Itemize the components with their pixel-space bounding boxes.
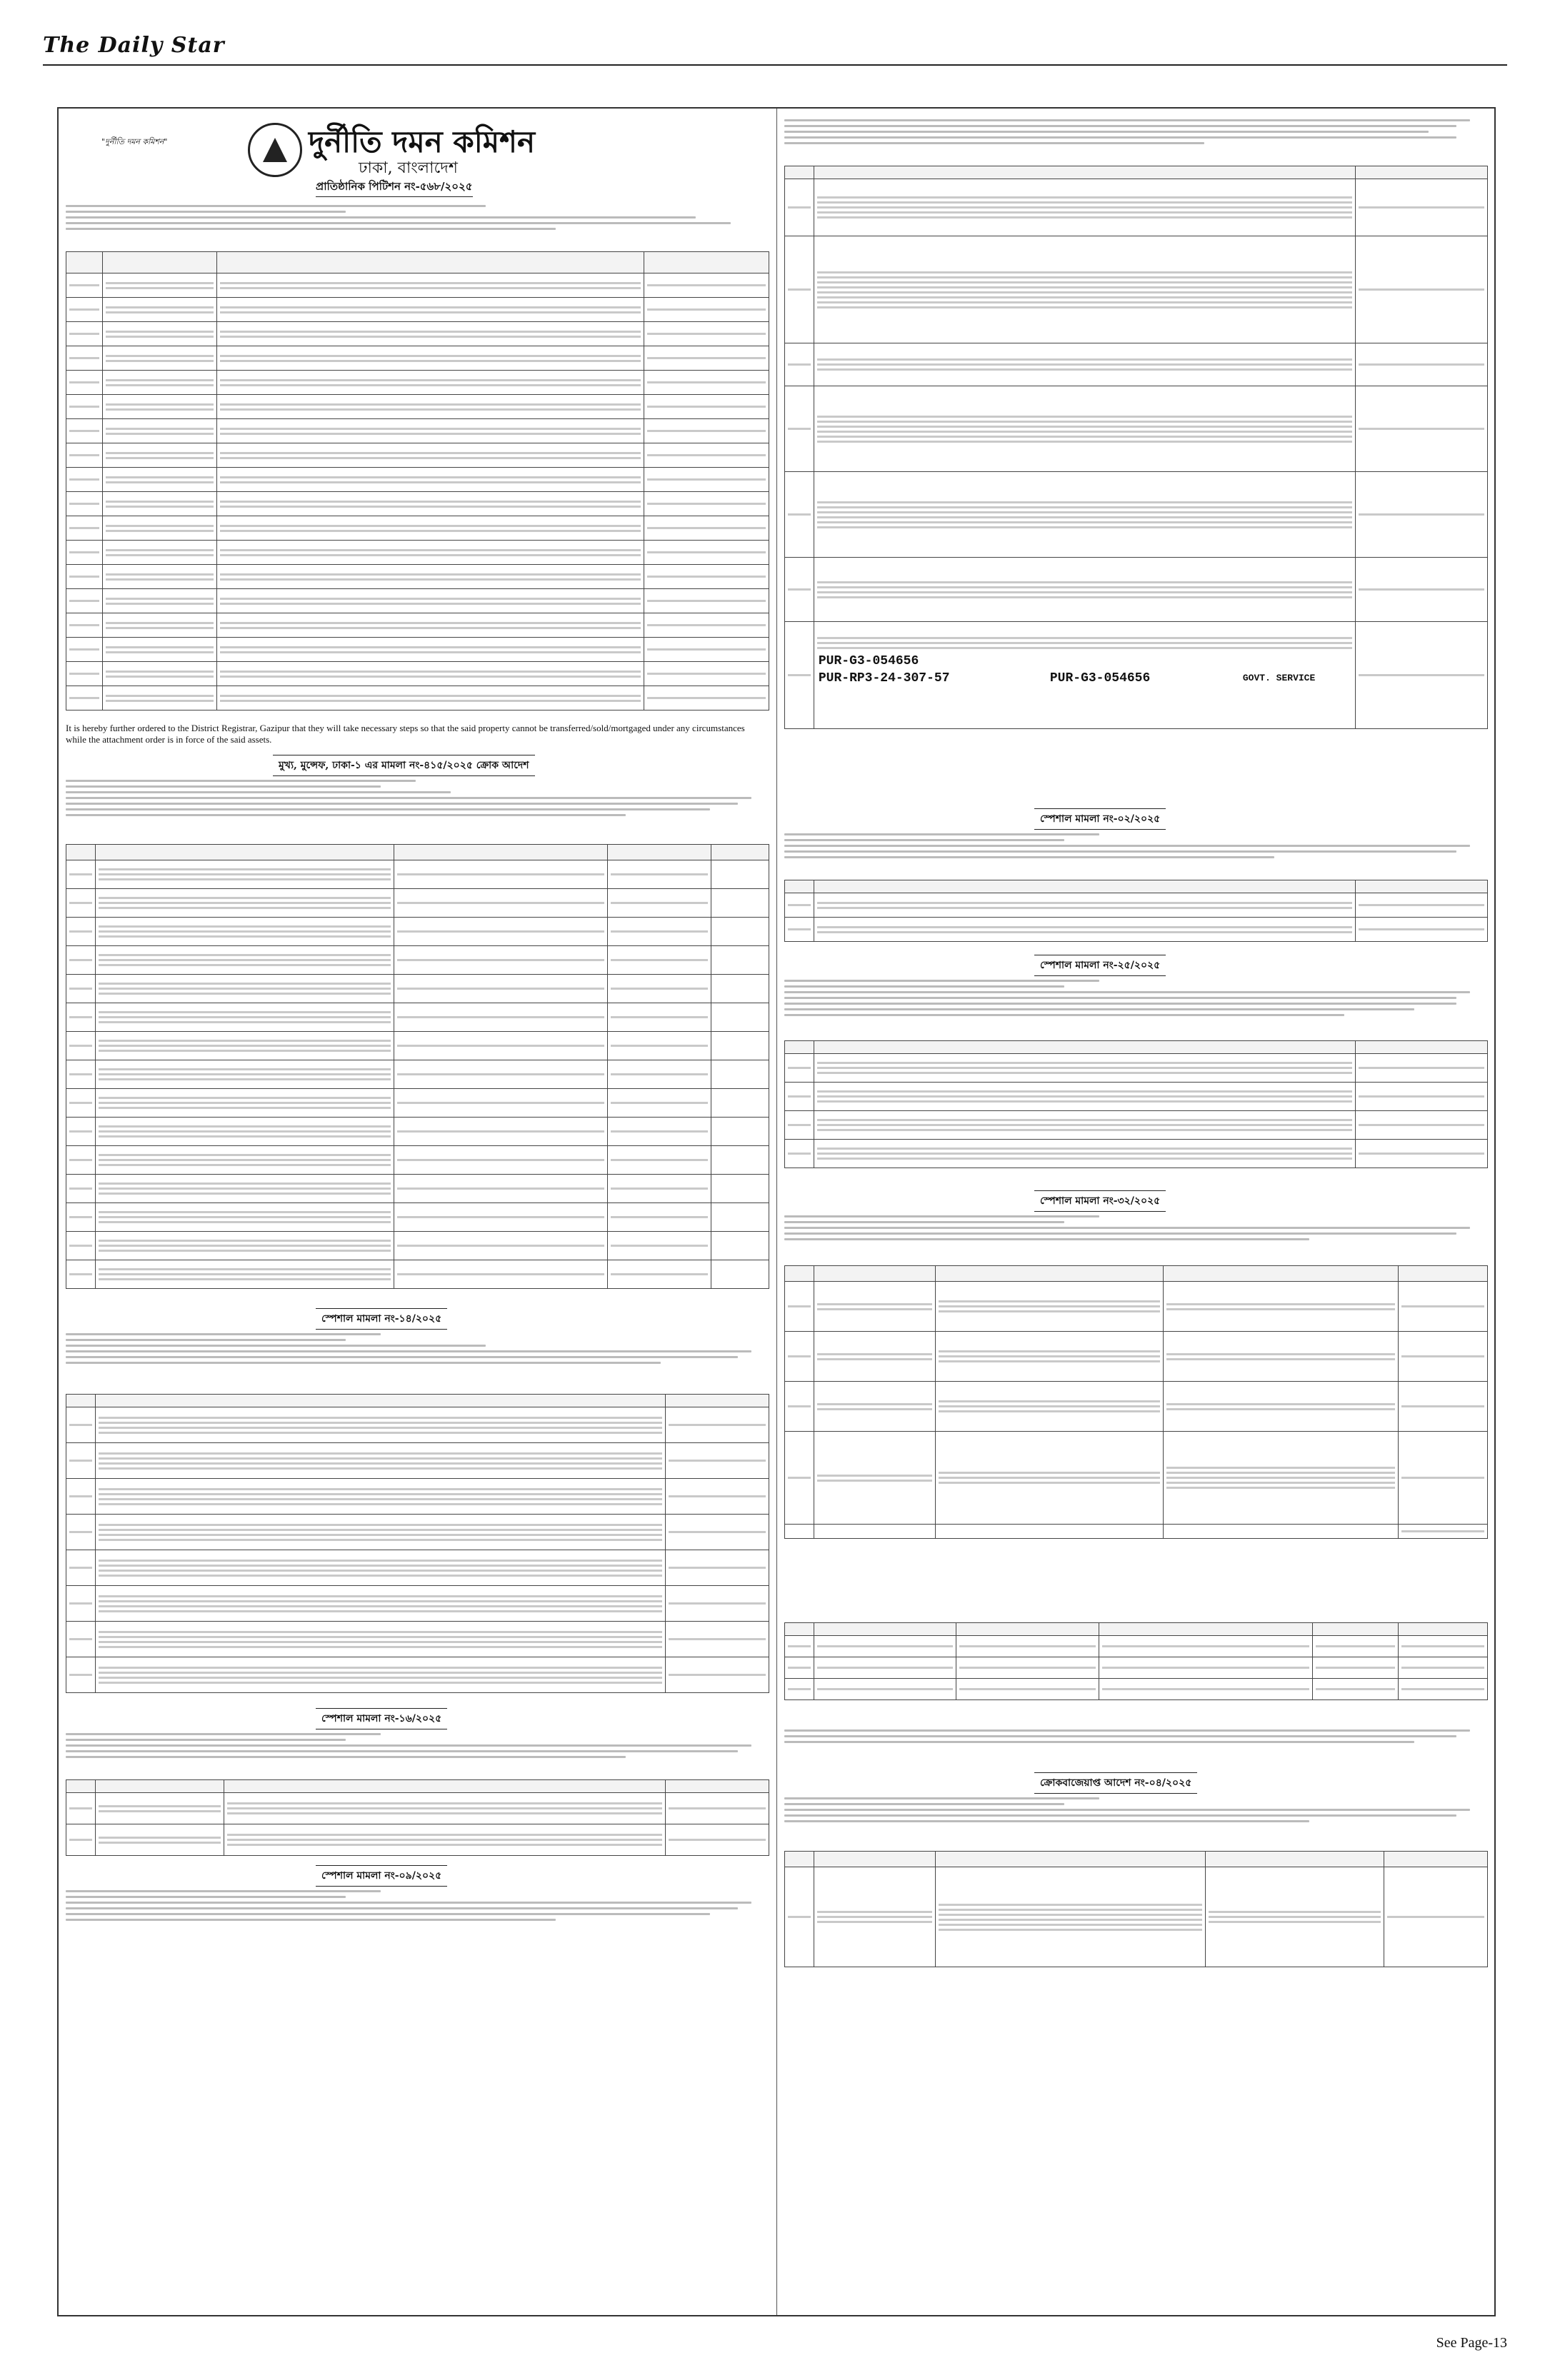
case-text-block — [784, 1794, 1484, 1826]
section-heading: স্পেশাল মামলা নং-১৬/২০২৫ — [316, 1708, 447, 1729]
right-column — [777, 109, 1494, 2315]
vehicle-reg-number: GOVT. SERVICE — [1242, 673, 1316, 683]
left-column — [59, 109, 777, 2315]
masthead — [43, 29, 1507, 66]
attachment-table-9 — [784, 1622, 1488, 1700]
attachment-table-6 — [784, 880, 1488, 942]
case-text-block — [784, 116, 1484, 148]
see-page-note: See Page-13 — [1436, 2335, 1507, 2351]
case-text-block — [784, 976, 1484, 1020]
attachment-table-8 — [784, 1265, 1488, 1539]
case-text-block — [66, 1729, 766, 1762]
org-title: দুর্নীতি দমন কমিশন — [309, 124, 536, 159]
case-text-block — [784, 830, 1484, 862]
vehicle-reg-number: PUR-G3-054656 — [818, 654, 919, 668]
section-heading: স্পেশাল মামলা নং-১৪/২০২৫ — [316, 1308, 447, 1330]
vehicle-reg-number: PUR-G3-054656 — [1049, 671, 1151, 686]
section-heading: স্পেশাল মামলা নং-২৫/২০২৫ — [1034, 955, 1166, 976]
case-text-block — [784, 1726, 1484, 1747]
attachment-table-7 — [784, 1040, 1488, 1168]
section-heading: স্পেশাল মামলা নং-০৯/২০২৫ — [316, 1865, 447, 1887]
case-text-block — [66, 1330, 766, 1367]
case-text-block — [66, 1887, 766, 1924]
case-text-block — [784, 1212, 1484, 1244]
motto: "দুর্নীতি দমন কমিশন" — [101, 137, 168, 146]
org-subtitle: ঢাকা, বাংলাদেশ — [359, 159, 458, 177]
english-order-text: It is hereby further ordered to the District Registrar, Gazipur that they will take necessary steps so that the said property cannot be transferred/sold/mortgaged under any circumstances while the attachment order is in force of the said assets. — [66, 723, 745, 745]
attachment-table-1 — [66, 251, 769, 711]
attachment-table-3 — [66, 1394, 769, 1693]
attachment-table-2 — [66, 844, 769, 1289]
notice-frame — [57, 107, 1496, 2316]
section-heading: মুখ্য, মুন্সেফ, ঢাকা-১ এর মামলা নং-৪১৫/২০২৫ ক্রোক আদেশ — [273, 755, 535, 776]
acc-seal-icon — [248, 123, 302, 177]
case-text-block — [66, 776, 766, 820]
intro-text-block — [66, 201, 766, 234]
section-heading: স্পেশাল মামলা নং-০২/২০২৫ — [1034, 808, 1166, 830]
petition-label: প্রাতিষ্ঠানিক পিটিশন নং-৫৬৮/২০২৫ — [316, 179, 473, 197]
newspaper-name: The Daily Star — [43, 33, 225, 58]
section-heading: স্পেশাল মামলা নং-৩২/২০২৫ — [1034, 1190, 1166, 1212]
section-heading: ক্রোকবাজেয়াপ্ত আদেশ নং-০৪/২০২৫ — [1034, 1772, 1197, 1794]
vehicle-reg-number: PUR-RP3-24-307-57 — [818, 671, 950, 686]
attachment-table-5 — [784, 166, 1488, 729]
attachment-table-10 — [784, 1851, 1488, 1967]
attachment-table-4 — [66, 1779, 769, 1856]
